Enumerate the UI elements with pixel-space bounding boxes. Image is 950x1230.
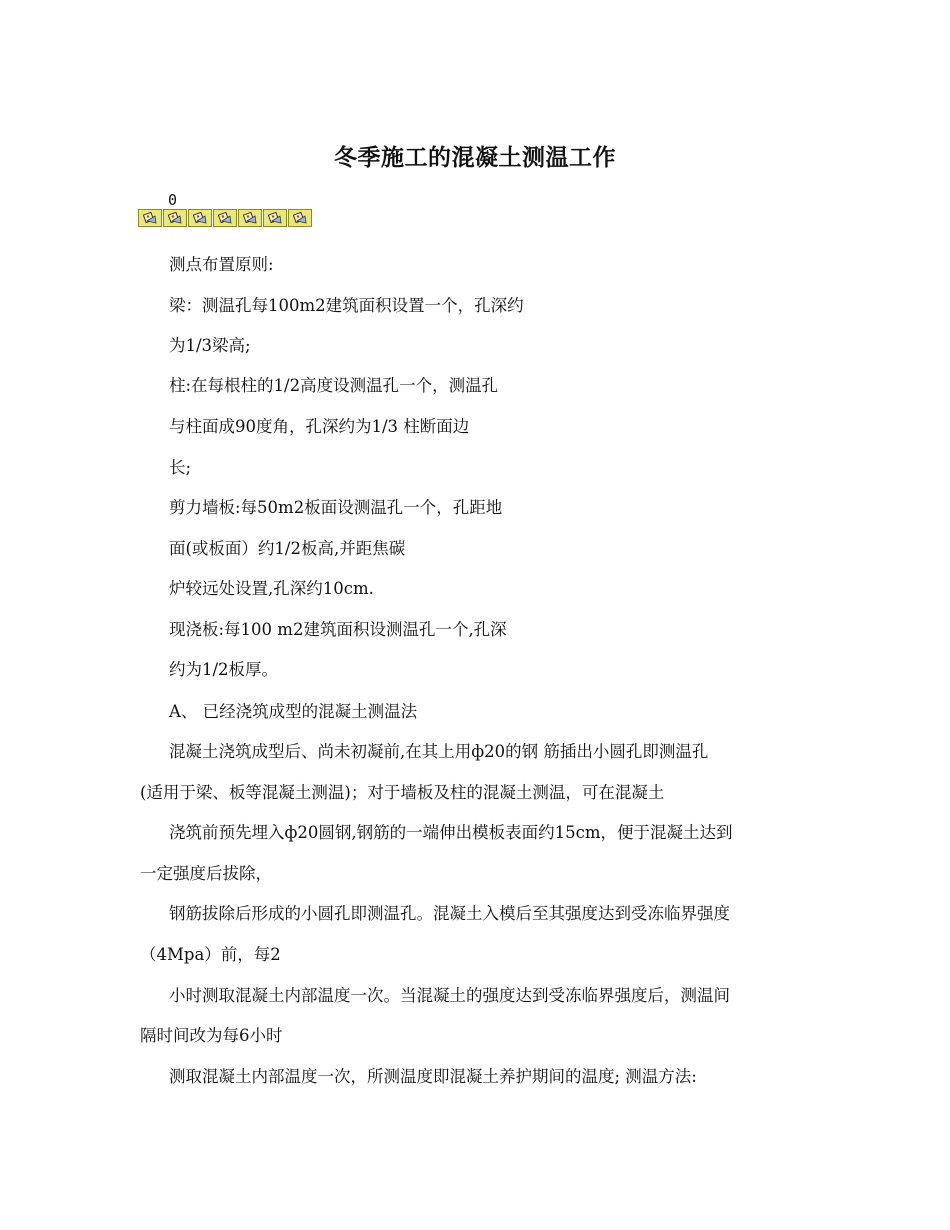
- paragraph-line: 剪力墙板:每50m2板面设测温孔一个，孔距地: [169, 498, 503, 517]
- paragraph-line: 梁：测温孔每100m2建筑面积设置一个，孔深约: [169, 296, 524, 315]
- paragraph-line: 现浇板:每100 m2建筑面积设测温孔一个,孔深: [169, 620, 507, 639]
- section-heading: A、 已经浇筑成型的混凝土测温法: [169, 702, 418, 721]
- paragraph-line: 长;: [169, 458, 192, 477]
- broken-image-icon: [263, 209, 287, 227]
- document-title: 冬季施工的混凝土测温工作: [334, 144, 616, 171]
- broken-image-icon: [213, 209, 237, 227]
- paragraph-line: 混凝土浇筑成型后、尚未初凝前,在其上用ф20的钢 筋插出小圆孔即测温孔: [169, 742, 709, 761]
- paragraph-line: 面(或板面）约1/2板高,并距焦碳: [169, 539, 406, 558]
- paragraph-line: 小时测取混凝土内部温度一次。当混凝土的强度达到受冻临界强度后，测温间: [169, 986, 730, 1005]
- paragraph-line: 测点布置原则:: [169, 255, 274, 274]
- paragraph-line: （4Mpa）前，每2: [140, 945, 281, 964]
- paragraph-line: 约为1/2板厚。: [169, 660, 279, 679]
- image-strip: [138, 209, 313, 227]
- paragraph-line: 测取混凝土内部温度一次，所测温度即混凝土养护期间的温度; 测温方法:: [169, 1067, 697, 1086]
- broken-image-icon: [188, 209, 212, 227]
- broken-image-icon: [163, 209, 187, 227]
- paragraph-line: 隔时间改为每6小时: [140, 1026, 283, 1045]
- paragraph-line: 浇筑前预先埋入ф20圆钢,钢筋的一端伸出模板表面约15cm，便于混凝土达到: [169, 823, 733, 842]
- broken-image-icon: [238, 209, 262, 227]
- paragraph-line: 钢筋拔除后形成的小圆孔即测温孔。混凝土入模后至其强度达到受冻临界强度: [169, 904, 730, 923]
- page-marker: 0: [168, 191, 178, 209]
- paragraph-line: (适用于梁、板等混凝土测温)；对于墙板及柱的混凝土测温，可在混凝土: [140, 783, 665, 802]
- paragraph-line: 柱:在每根柱的1/2高度设测温孔一个，测温孔: [169, 376, 499, 395]
- broken-image-icon: [138, 209, 162, 227]
- paragraph-line: 一定强度后拔除，: [140, 864, 272, 883]
- paragraph-line: 为1/3梁高;: [169, 336, 251, 355]
- paragraph-line: 炉较远处设置,孔深约10cm.: [169, 579, 374, 598]
- paragraph-line: 与柱面成90度角，孔深约为1/3 柱断面边: [169, 417, 470, 436]
- broken-image-icon: [288, 209, 312, 227]
